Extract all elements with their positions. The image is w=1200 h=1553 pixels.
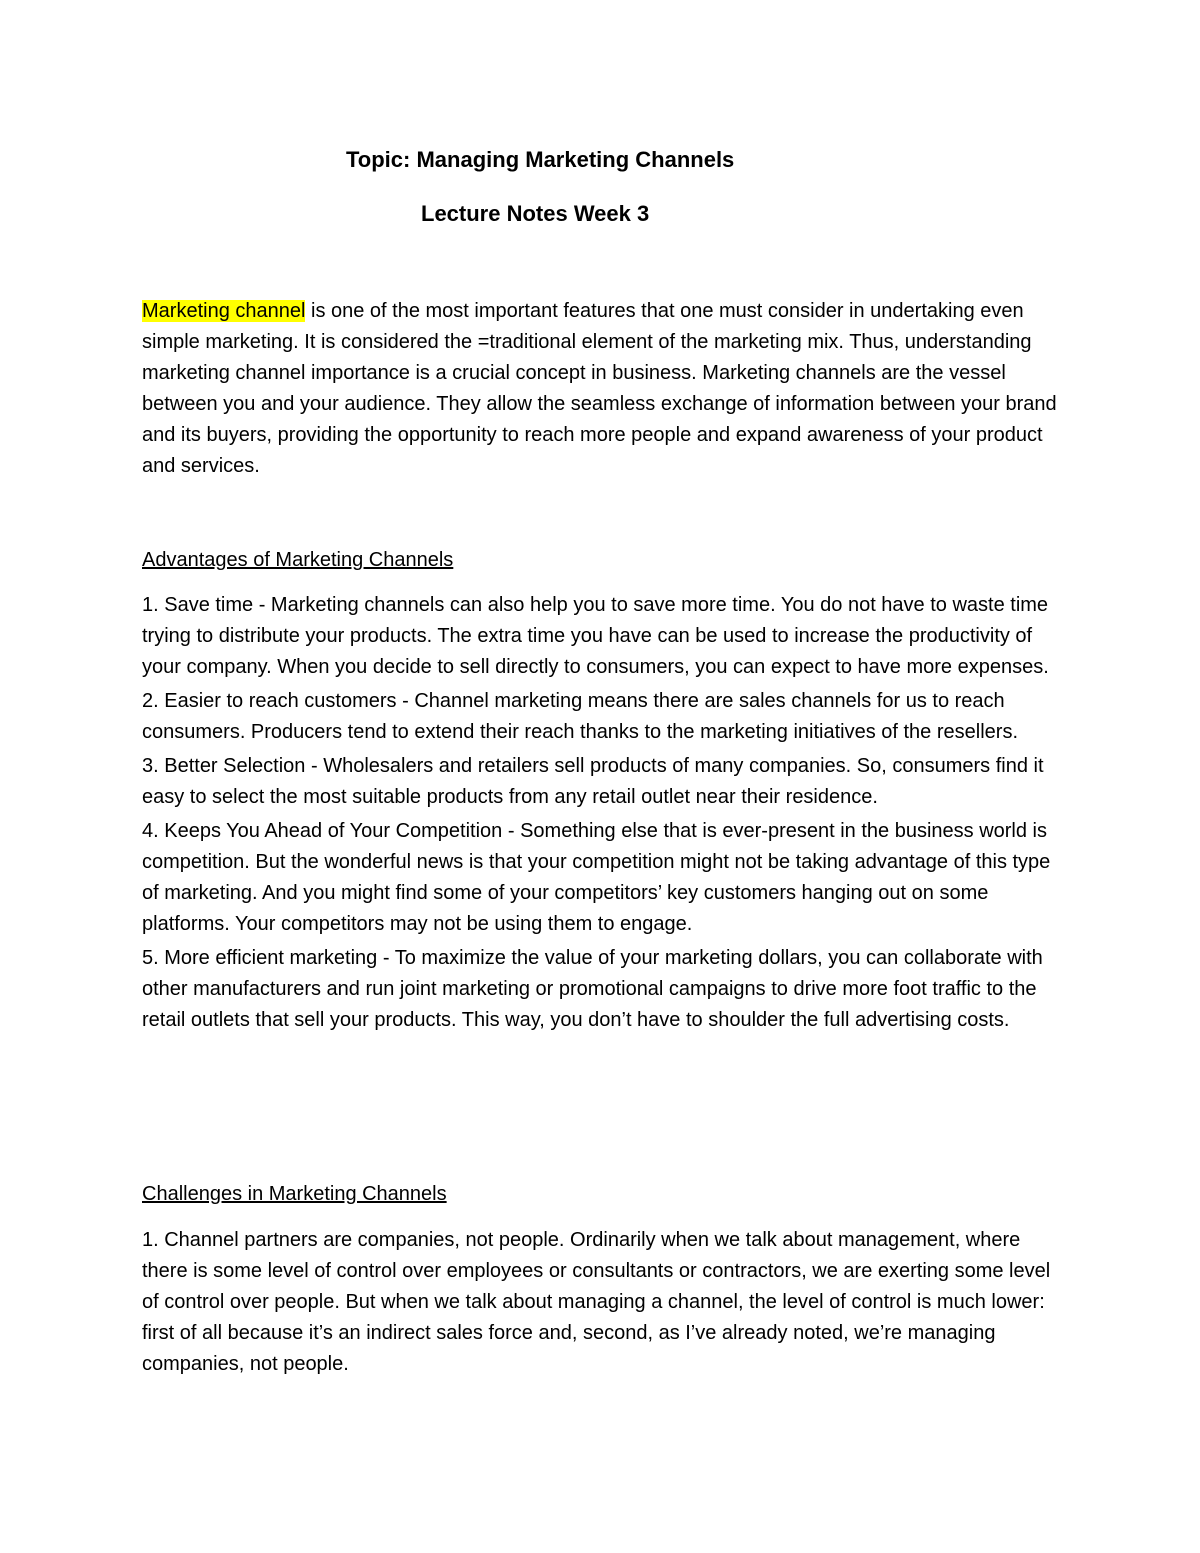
advantage-item: 3. Better Selection - Wholesalers and retailers sell products of many companies. So, consumers find it easy to select the most suitable products from any retail outlet near their residence. [142,755,1044,808]
document-subtitle: Lecture Notes Week 3 [421,201,650,226]
document-title: Topic: Managing Marketing Channels [346,147,735,172]
advantage-item: 4. Keeps You Ahead of Your Competition - Something else that is ever-present in the business world is competition. But the wonderful news is that your competition might not be taking advantage of this type of marketing. And you might find some of your competitors’ key customers hanging out on some platforms. Your competitors may not be using them to engage. [142,820,1051,935]
advantage-item: 2. Easier to reach customers - Channel marketing means there are sales channels for us to reach consumers. Producers tend to extend their reach thanks to the marketing initiatives of the resellers. [142,690,1018,743]
intro-paragraph [142,296,1057,482]
challenge-item: 1. Channel partners are companies, not people. Ordinarily when we talk about management, where there is some level of control over employees or consultants or contractors, we are exerting some level of control over people. But when we talk about managing a channel, the level of control is much lower: first of all because it’s an indirect sales force and, second, as I’ve already noted, we’re managing companies, not people. [142,1229,1051,1375]
advantages-heading: Advantages of Marketing Channels [142,549,454,571]
highlighted-term: Marketing channel [142,300,306,322]
advantage-item: 1. Save time - Marketing channels can also help you to save more time. You do not have to waste time trying to distribute your products. The extra time you have can be used to increase the productivity of your company. When you decide to sell directly to consumers, you can expect to have more expenses. [142,594,1049,678]
intro-text: is one of the most important features that one must consider in undertaking even simple marketing. It is considered the =traditional element of the marketing mix. Thus, understanding marketing channel importance is a crucial concept in business. Marketing channels are the vessel between you and your audience. They allow the seamless exchange of information between your brand and its buyers, providing the opportunity to reach more people and expand awareness of your product and services. [142,300,1057,477]
advantages-list [142,590,1062,1039]
advantage-item: 5. More efficient marketing - To maximize the value of your marketing dollars, you can collaborate with other manufacturers and run joint marketing or promotional campaigns to drive more foot traffic to the retail outlets that sell your products. This way, you don’t have to shoulder the full advertising costs. [142,947,1043,1031]
challenges-list [142,1225,1062,1383]
challenges-heading: Challenges in Marketing Channels [142,1183,447,1205]
